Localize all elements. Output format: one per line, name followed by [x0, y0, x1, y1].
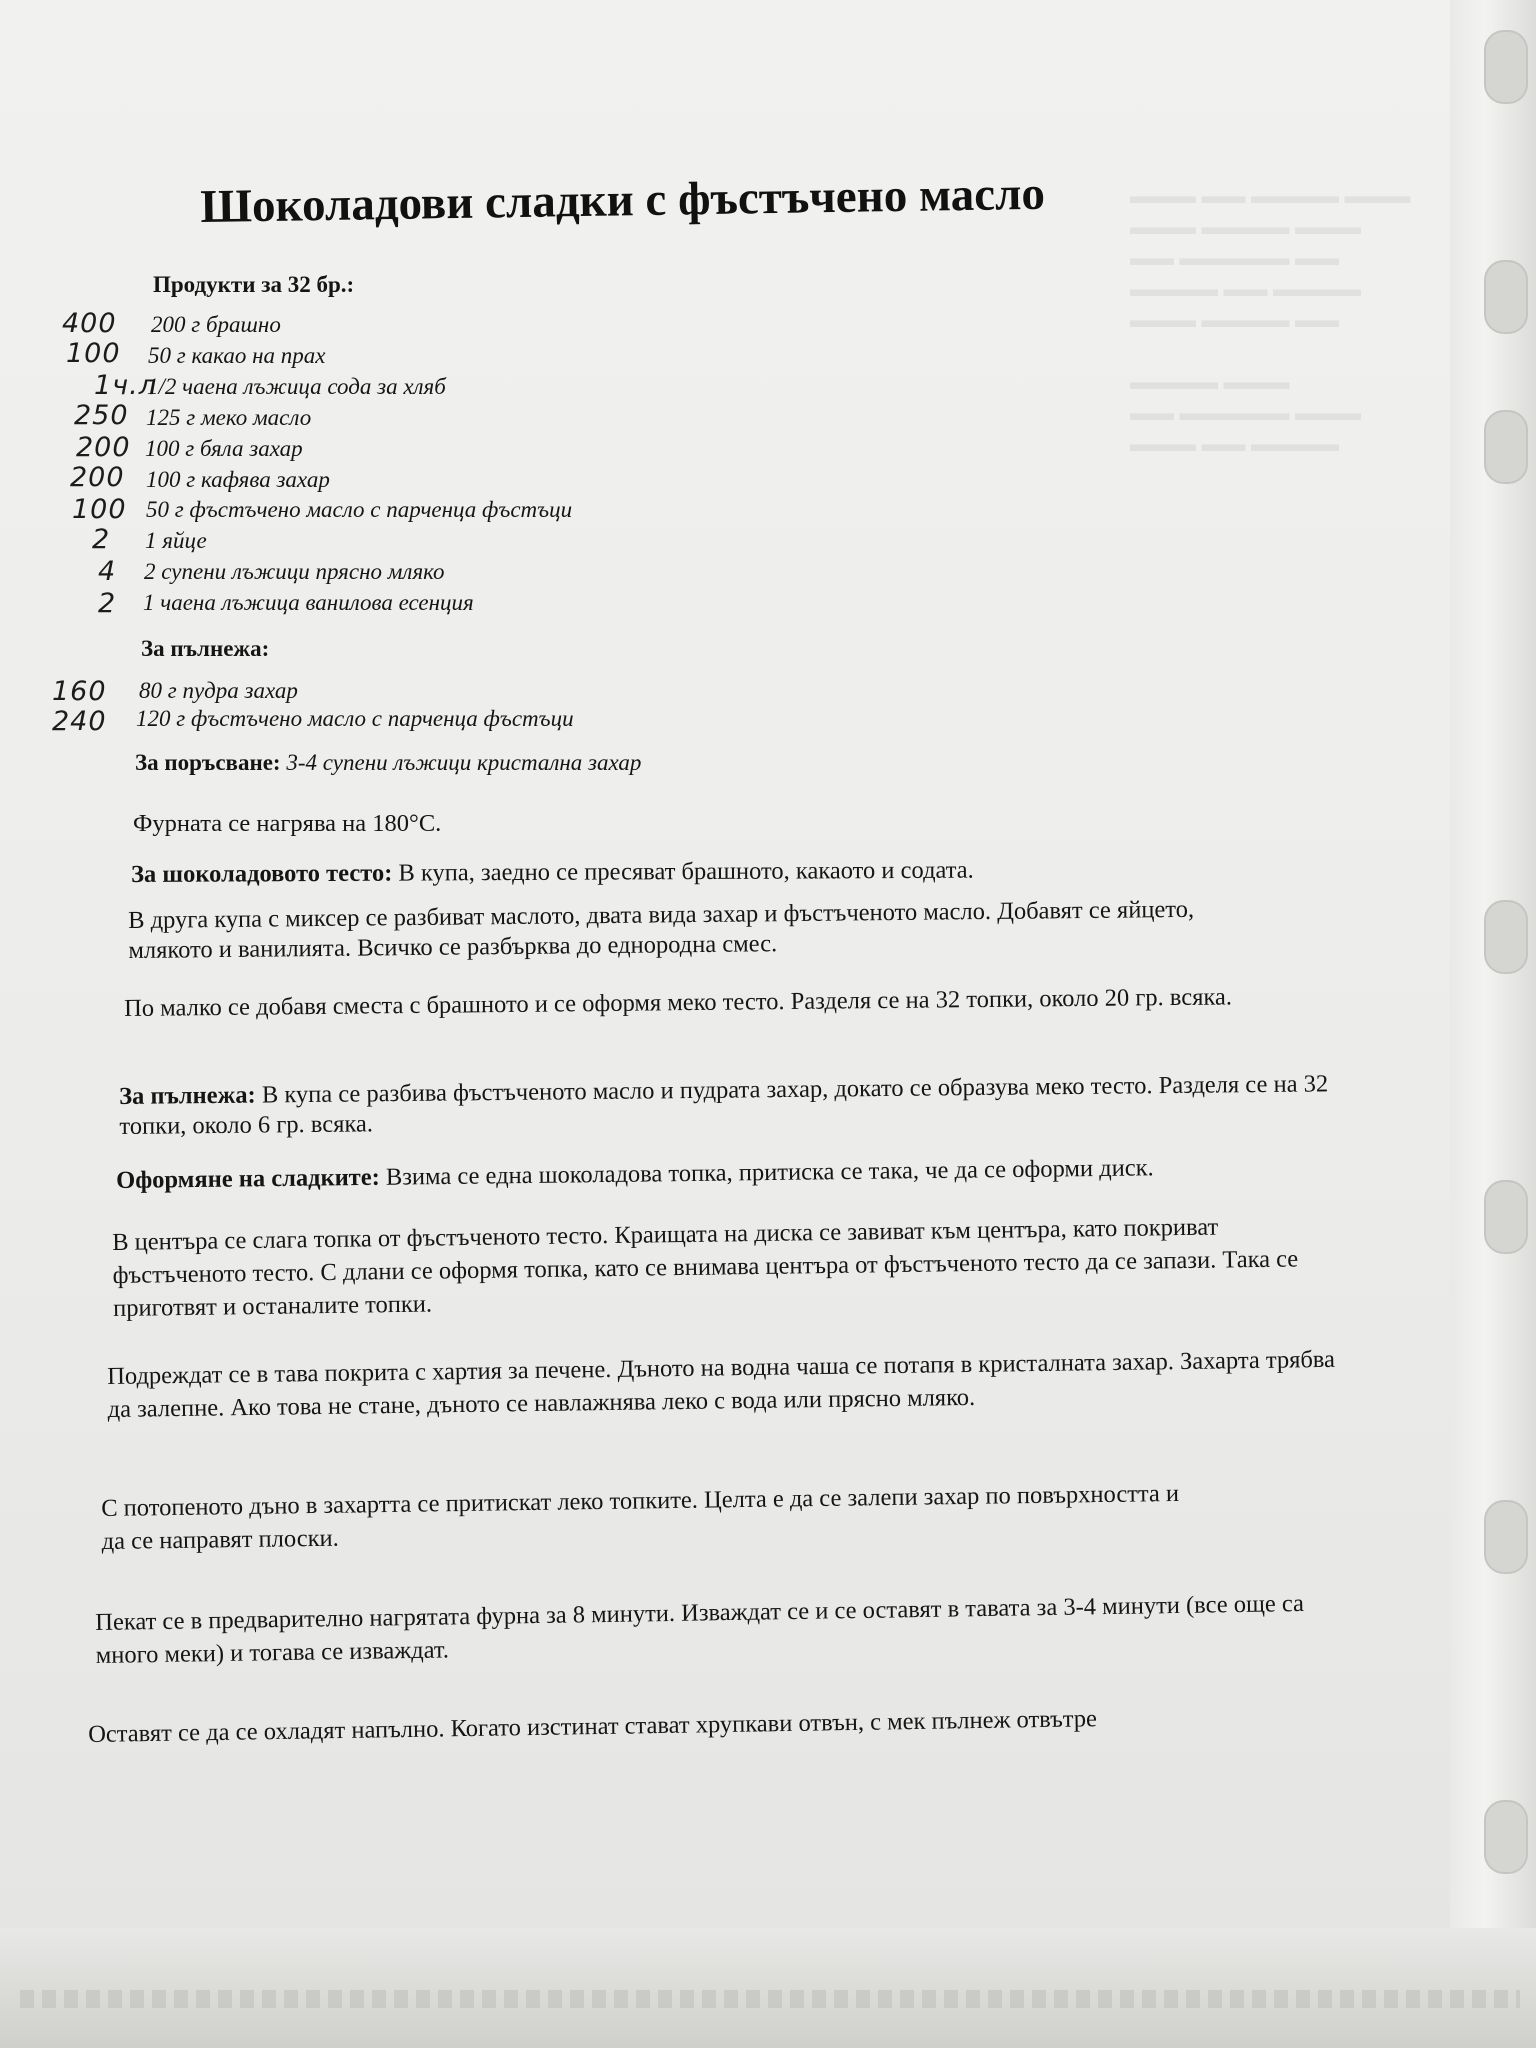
step-paragraph: Оставят се да се охладят напълно. Когато изстинат стават хрупкави отвън, с мек пълнеж отвътре [88, 1705, 1098, 1748]
ingredient-item: 100 г кафява захар [146, 467, 330, 492]
handwritten-note: 250 [74, 400, 129, 431]
step-paragraph: Оформяне на сладките: Взима се една шоколадова топка, притиска се така, че да се оформи диск. [116, 1154, 1154, 1194]
handwritten-note: 1ч.л [94, 370, 157, 401]
binder-ring [1484, 1800, 1528, 1874]
binder-ring [1484, 410, 1528, 484]
recipe-title: Шоколадови сладки с фъстъчено масло [200, 167, 1046, 233]
handwritten-note: 240 [52, 706, 107, 737]
handwritten-note: 200 [70, 462, 125, 493]
step-paragraph: Подреждат се в тава покрита с хартия за печене. Дъното на водна чаша се потапя в кристалната захар. Захарта трябва да залепне. Ако това не стане, дъното се навлажнява леко с вода или прясно мляко. [107, 1345, 1336, 1423]
sheet-protector-holes [20, 1990, 1520, 2008]
filling-ingredient-item: 80 г пудра захар [139, 678, 298, 703]
handwritten-note: 2 [92, 524, 111, 555]
step-paragraph: С потопеното дъно в захартта се притискат леко топките. Целта е да се залепи захар по повърхността и да се направят плоски. [101, 1479, 1180, 1555]
ingredient-item: 1/2 чаена лъжица сода за хляб [147, 374, 446, 399]
binder-ring [1484, 260, 1528, 334]
oven-instruction: Фурната се нагрява на 180°C. [133, 810, 442, 837]
step-paragraph: За шоколадовото тесто: В купа, заедно се пресяват брашното, какаото и содата. [131, 856, 974, 888]
ingredient-item: 1 яйце [145, 528, 207, 553]
handwritten-note: 100 [72, 494, 127, 525]
filling-ingredient-item: 120 г фъстъчено масло с парченца фъстъци [136, 706, 574, 731]
step-paragraph: В друга купа с миксер се разбиват маслото, двата вида захар и фъстъченото масло. Добавят се яйцето, млякото и ванилията. Всичко се разбърква до еднородна смес. [128, 895, 1195, 964]
step-paragraph: По малко се добавя сместа с брашното и се оформя меко тесто. Разделя се на 32 топки, около 20 гр. всяка. [124, 983, 1233, 1022]
ingredient-item: 125 г меко масло [146, 405, 312, 430]
step-paragraph: Пекат се в предварително нагрятата фурна за 8 минути. Изваждат се и се оставят в тавата за 3-4 минути (все още са много меки) и тогава се изваждат. [95, 1590, 1305, 1669]
filling-heading: За пълнежа: [141, 636, 270, 661]
ingredient-item: 50 г какао на прах [148, 343, 326, 368]
ingredient-item: 1 чаена лъжица ванилова есенция [143, 590, 474, 615]
handwritten-note: 100 [66, 338, 121, 369]
binder-ring [1484, 1500, 1528, 1574]
binder-ring [1484, 900, 1528, 974]
ingredient-item: 200 г брашно [151, 312, 281, 337]
handwritten-note: 2 [98, 588, 117, 619]
step-paragraph: В центъра се слага топка от фъстъченото тесто. Краищата на диска се завиват към центъра, като покриват фъстъченото тесто. С длани се оформя топка, като се внимава центъра от фъстъченото тесто да се запази. Така се приготвят и останалите топки. [112, 1213, 1299, 1322]
binder-ring [1484, 1180, 1528, 1254]
show-through-text: ▬▬▬ ▬▬ ▬▬▬▬ ▬▬▬ ▬▬▬ ▬▬▬▬ ▬▬▬ ▬▬ ▬▬▬▬▬ ▬▬ ▬▬▬▬ ▬▬ ▬▬▬▬ ▬▬▬ ▬▬▬▬ ▬▬ ▬▬▬▬ ▬▬▬ ▬▬ ▬▬▬▬▬ ▬▬▬ ▬▬▬ ▬▬ ▬▬▬▬ [1130, 183, 1411, 456]
ingredient-item: 2 супени лъжици прясно мляко [144, 559, 445, 584]
ingredient-item: 50 г фъстъчено масло с парченца фъстъци [146, 497, 573, 522]
handwritten-note: 200 [76, 432, 131, 463]
handwritten-note: 4 [98, 556, 117, 587]
products-heading: Продукти за 32 бр.: [153, 272, 355, 297]
binder-edge [1450, 0, 1536, 2048]
sprinkle-line: За поръсване: 3-4 супени лъжици кристална захар [135, 750, 642, 775]
handwritten-note: 160 [52, 676, 107, 707]
ingredient-item: 100 г бяла захар [145, 436, 303, 461]
sheet-protector-edge [0, 1928, 1536, 2048]
binder-ring [1484, 30, 1528, 104]
handwritten-note: 400 [62, 308, 117, 339]
step-paragraph: За пълнежа: В купа се разбива фъстъченото масло и пудрата захар, докато се образува меко тесто. Разделя се на 32 топки, около 6 гр. всяка. [119, 1070, 1329, 1140]
